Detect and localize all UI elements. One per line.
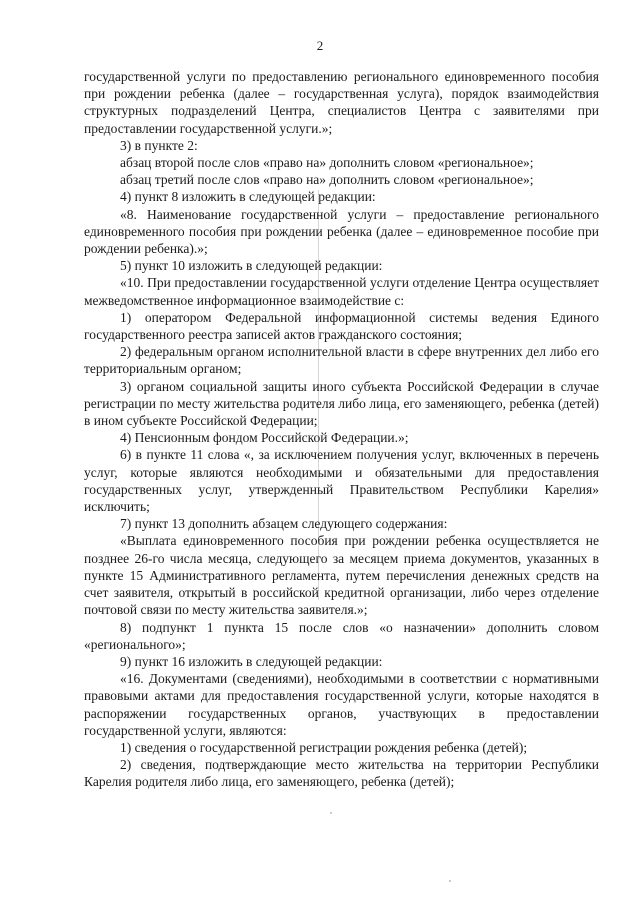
paragraph: 3) в пункте 2: (120, 137, 198, 153)
paragraph: 4) пункт 8 изложить в следующей редакции: (120, 189, 376, 205)
paragraph: 4) Пенсионным фондом Российской Федерации.»; (120, 430, 409, 446)
paragraph: 2) федеральным органом исполнительной власти в сфере внутренних дел либо его территориальным органом; (84, 344, 599, 377)
paragraph: абзац третий после слов «право на» дополнить словом «региональное»; (120, 172, 534, 188)
paragraph: «Выплата единовременного пособия при рождении ребенка осуществляется не позднее 26-го числа месяца, следующего за месяцем приема документов, указанных в пункте 15 Административного регламента, путем перечисления денежных средств на счет заявителя, открытый в российской кредитной организации, либо через отделение почтовой связи по месту жительства заявителя.»; (84, 533, 599, 618)
scan-speck (449, 880, 451, 882)
paragraph: 5) пункт 10 изложить в следующей редакции: (120, 258, 383, 274)
paragraph: 7) пункт 13 дополнить абзацем следующего содержания: (120, 516, 448, 532)
paragraph: 9) пункт 16 изложить в следующей редакции: (120, 653, 383, 669)
paragraph: абзац второй после слов «право на» дополнить словом «региональное»; (120, 155, 534, 171)
paragraph: 6) в пункте 11 слова «, за исключением получения услуг, включенных в перечень услуг, которые являются необходимыми и обязательными для предоставления государственных услуг, утвержденный Правительством Республики Карелия» исключить; (84, 447, 599, 515)
paragraph: 3) органом социальной защиты иного субъекта Российской Федерации в случае регистрации по месту жительства родителя либо лица, его заменяющего, ребенка (детей) в ином субъекте Российской Федерации; (84, 378, 599, 429)
paragraph: «16. Документами (сведениями), необходимыми в соответствии с нормативными правовыми актами для предоставления государственной услуги, которые находятся в распоряжении государственных органов, участвующих в предоставлении государственной услуги, являются: (84, 671, 599, 738)
paragraph: 1) оператором Федеральной информационной системы ведения Единого государственного реестра записей актов гражданского состояния; (84, 309, 599, 343)
paragraph: 8) подпункт 1 пункта 15 после слов «о назначении» дополнить словом «регионального»; (84, 619, 599, 652)
paragraph: государственной услуги по предоставлению регионального единовременного пособия при рождении ребенка (далее – государственная услуга), порядок взаимодействия структурных подразделений Центра, специалистов Центра с заявителями при предоставлении государственной услуги.»; (84, 69, 599, 136)
scan-speck (330, 812, 332, 814)
paragraph: 2) сведения, подтверждающие место жительства на территории Республики Карелия родителя либо лица, его заменяющего, ребенка (детей); (84, 757, 599, 790)
paragraph: «8. Наименование государственной услуги – предоставление регионального единовременного пособия при рождении ребенка (далее – единовременное пособие при рождении ребенка).»; (84, 206, 599, 257)
document-body (84, 68, 599, 791)
paragraph: 1) сведения о государственной регистрации рождения ребенка (детей); (120, 739, 528, 755)
paragraph: «10. При предоставлении государственной услуги отделение Центра осуществляет межведомственное информационное взаимодействие с: (84, 275, 599, 308)
page-number: 2 (316, 38, 324, 53)
